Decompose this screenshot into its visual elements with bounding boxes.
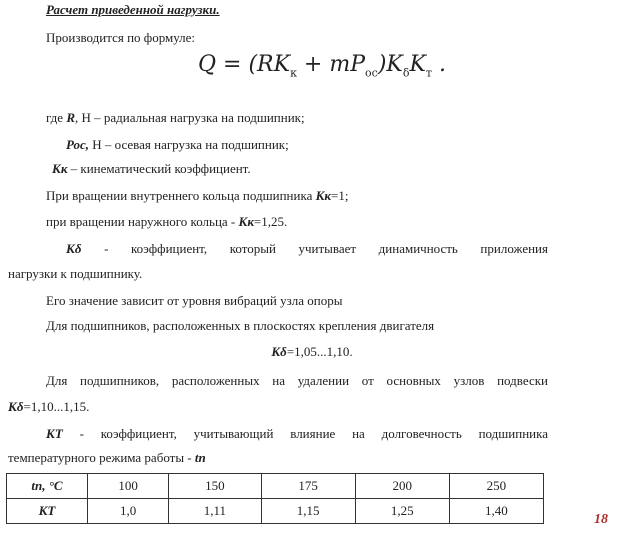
inner-ring-rotation-line: При вращении внутреннего кольца подшипника Кк=1; (46, 188, 349, 203)
axial-load-definition: Рос, Н – осевая нагрузка на подшипник; (66, 137, 289, 152)
temperature-coefficient-definition: КТ - коэффициент, учитывающий влияние на долговечность подшипника (46, 426, 548, 441)
table-cell: 1,15 (261, 499, 355, 524)
table-cell: 250 (449, 474, 543, 499)
table-row (7, 474, 544, 499)
outer-ring-rotation-line: при вращении наружного кольца - Кк=1,25. (46, 214, 288, 229)
table-cell: 1,0 (88, 499, 169, 524)
table-cell: 1,25 (355, 499, 449, 524)
table-row-label: tп, °С (7, 474, 88, 499)
remote-bearings-kd-range: Кδ=1,10...1,15. (8, 399, 90, 414)
page-number: 18 (594, 512, 608, 527)
remote-bearings-line: Для подшипников, расположенных на удалении от основных узлов подвески (46, 373, 548, 388)
table-row (7, 499, 544, 524)
dynamic-coefficient-definition: Кδ - коэффициент, который учитывает динамичность приложения (66, 241, 548, 256)
engine-mount-kd-range: Кδ=1,05...1,10. (271, 344, 353, 359)
temperature-coefficient-table (6, 473, 544, 524)
table-cell: 175 (261, 474, 355, 499)
kinematic-coefficient-definition: Кк – кинематический коэффициент. (52, 161, 251, 176)
table-cell: 100 (88, 474, 169, 499)
radial-load-definition: где R, Н – радиальная нагрузка на подшипник; (46, 110, 305, 125)
table-cell: 150 (169, 474, 261, 499)
table-cell: 1,40 (449, 499, 543, 524)
table-row-label: КТ (7, 499, 88, 524)
engine-mount-bearings-line: Для подшипников, расположенных в плоскостях крепления двигателя (46, 318, 435, 333)
load-formula: $Q = (RK_к + mP_{ос})K_\delta K_т$ . (198, 52, 447, 80)
formula-intro: Производится по формуле: (46, 30, 196, 45)
vibration-dependency-line: Его значение зависит от уровня вибраций узла опоры (46, 293, 343, 308)
dynamic-coefficient-continuation: нагрузки к подшипнику. (8, 266, 143, 281)
section-heading: Расчет приведенной нагрузки. (46, 2, 220, 17)
temperature-coefficient-continuation: температурного режима работы - tп (8, 450, 206, 465)
table-cell: 200 (355, 474, 449, 499)
table-cell: 1,11 (169, 499, 261, 524)
